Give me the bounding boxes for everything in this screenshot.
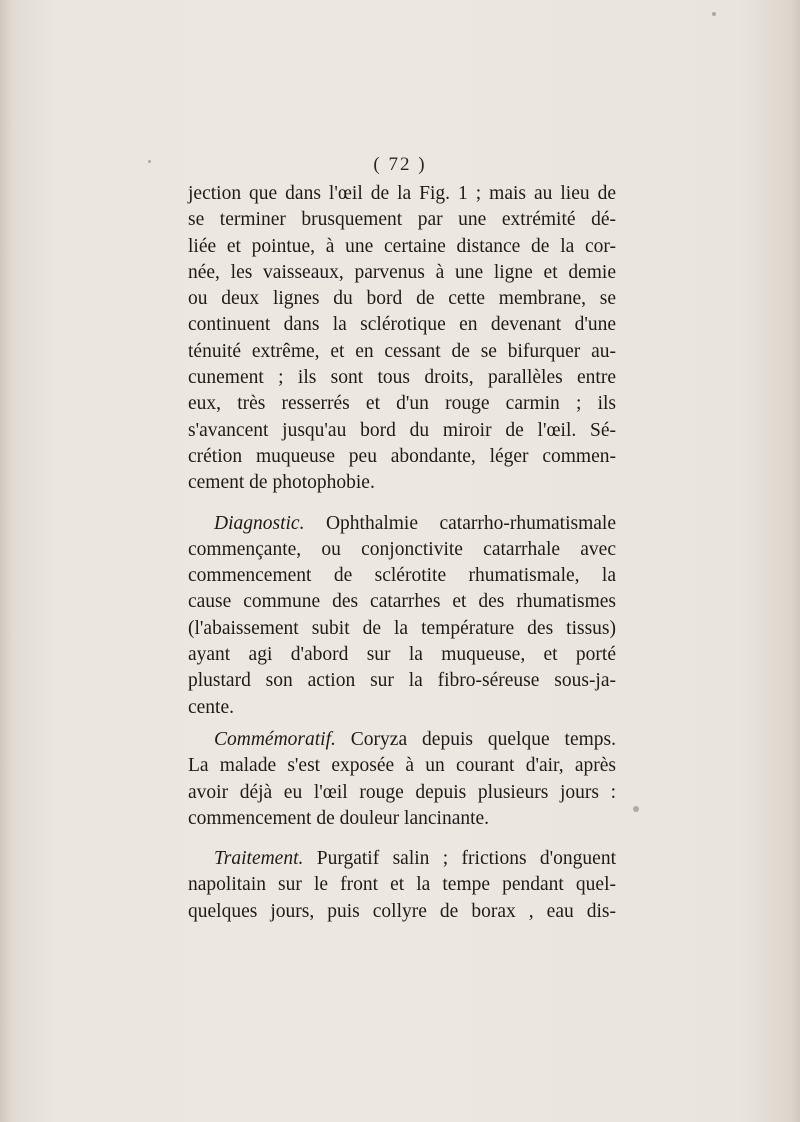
paragraph-gap [188, 832, 616, 846]
paragraph-traitement [188, 846, 616, 925]
paper-spot [712, 12, 716, 16]
text-line: née, les vaisseaux, parvenus à une ligne et demie [188, 261, 616, 283]
text-line: plustard son action sur la fibro-séreuse sous-ja- [188, 670, 616, 692]
section-heading-commemoratif: Commémoratif. [214, 728, 336, 750]
text-line: se terminer brusquement par une extrémité dé- [188, 209, 616, 231]
text-run: Purgatif salin ; frictions d'onguent [303, 848, 616, 870]
text-line: ayant agi d'abord sur la muqueuse, et porté [188, 644, 616, 666]
text-line: eux, très resserrés et d'un rouge carmin ; ils [188, 393, 616, 415]
text-line: ténuité extrême, et en cessant de se bifurquer au- [188, 340, 616, 362]
text-run: Coryza depuis quelque temps. [335, 728, 616, 750]
text-run: Ophthalmie catarrho-rhumatismale [304, 512, 616, 534]
paragraph-commemoratif [188, 727, 616, 832]
text-line: jection que dans l'œil de la Fig. 1 ; mais au lieu de [188, 183, 616, 204]
text-line: quelques jours, puis collyre de borax , eau dis- [188, 900, 616, 922]
text-line: napolitain sur le front et la tempe pendant quel- [188, 874, 616, 896]
paragraph-description [188, 181, 616, 497]
section-heading-diagnostic: Diagnostic. [214, 512, 305, 534]
text-line: cause commune des catarrhes et des rhumatismes [188, 591, 616, 613]
text-line [188, 846, 616, 872]
section-heading-traitement: Traitement. [214, 848, 304, 870]
text-line: commencement de douleur lancinante. [188, 807, 490, 829]
text-line: continuent dans la sclérotique en devenant d'une [188, 314, 616, 336]
text-line: s'avancent jusqu'au bord du miroir de l'œil. Sé- [188, 419, 616, 441]
paragraph-gap [188, 497, 616, 511]
text-line [188, 511, 616, 537]
text-line: (l'abaissement subit de la température des tissus) [188, 617, 616, 639]
text-line: commencement de sclérotite rhumatismale, la [188, 565, 616, 587]
text-line: ou deux lignes du bord de cette membrane, se [188, 288, 616, 310]
text-line [188, 727, 616, 753]
text-line: crétion muqueuse peu abondante, léger commen- [188, 445, 616, 467]
text-line: commençante, ou conjonctivite catarrhale avec [188, 538, 616, 560]
text-line: avoir déjà eu l'œil rouge depuis plusieurs jours : [188, 781, 616, 803]
page-number: ( 72 ) [373, 154, 427, 175]
text-line: cement de photophobie. [188, 472, 375, 494]
paragraph-diagnostic [188, 511, 616, 721]
text-line: La malade s'est exposée à un courant d'air, après [188, 755, 616, 777]
text-line: cunement ; ils sont tous droits, parallèles entre [188, 367, 616, 389]
page-body [188, 181, 616, 925]
text-line: liée et pointue, à une certaine distance de la cor- [188, 235, 616, 257]
paper-spot [633, 806, 639, 812]
text-line: cente. [188, 696, 235, 718]
